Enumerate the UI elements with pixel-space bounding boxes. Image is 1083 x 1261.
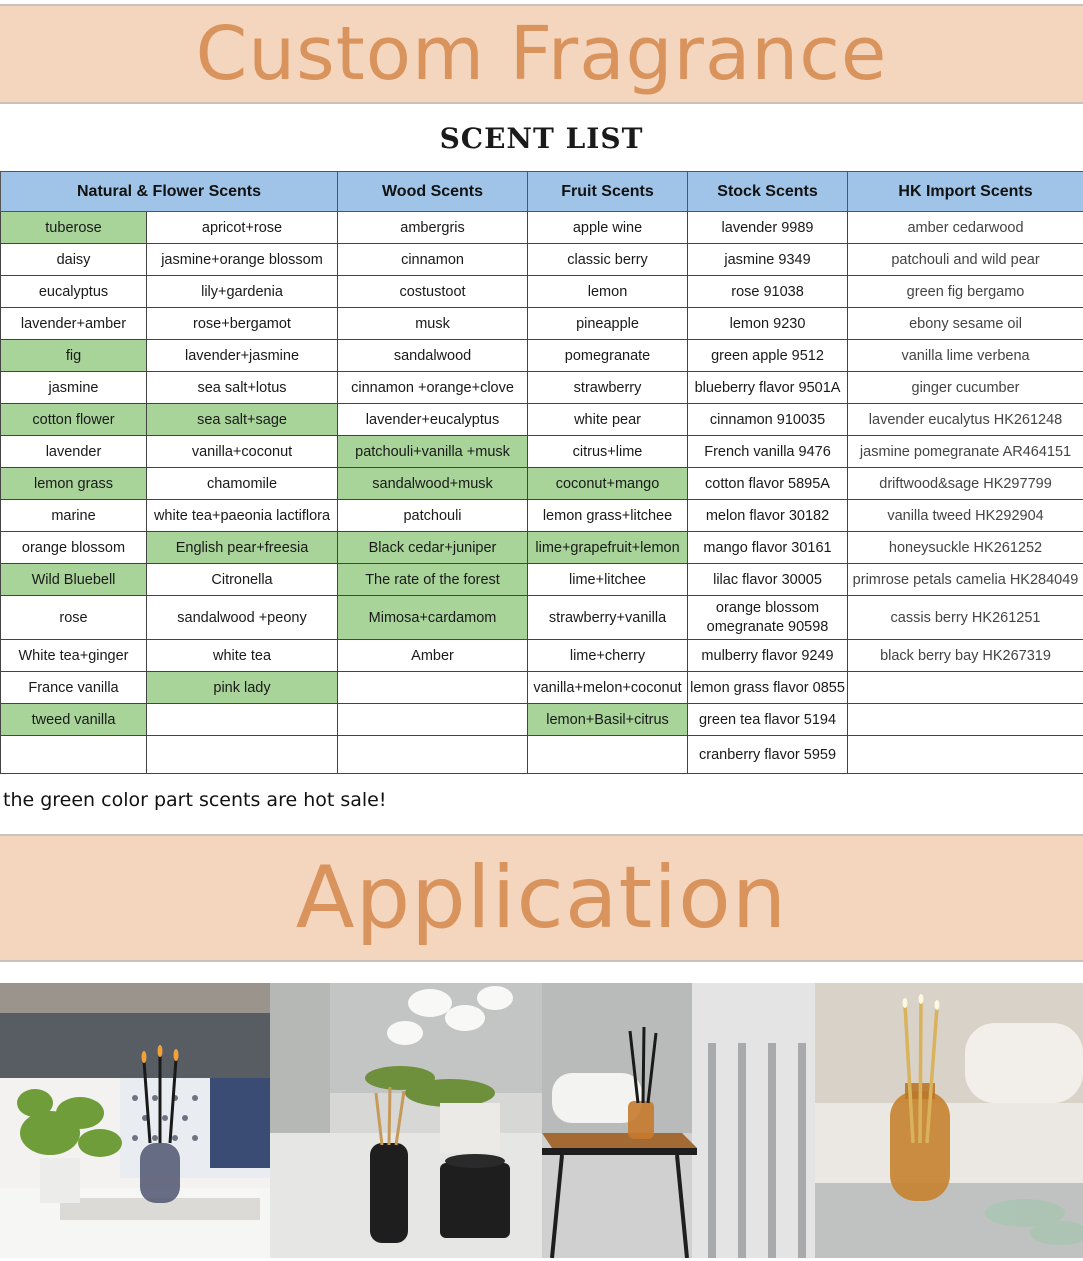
scent-cell-natural-b: lavender+jasmine	[147, 340, 338, 372]
scent-cell-natural-a: lavender+amber	[1, 308, 147, 340]
scent-cell-wood: cinnamon +orange+clove	[338, 372, 528, 404]
scent-cell-natural-b	[147, 736, 338, 774]
photo-bathroom-orchid	[270, 983, 542, 1258]
scent-cell-natural-a: France vanilla	[1, 672, 147, 704]
scent-cell-hk-import	[848, 672, 1083, 704]
application-title: Application	[295, 848, 788, 948]
scent-cell-wood: Amber	[338, 640, 528, 672]
scent-cell-stock: lemon 9230	[688, 308, 848, 340]
scent-cell-natural-b: apricot+rose	[147, 212, 338, 244]
table-row	[1, 672, 1083, 704]
scent-cell-natural-b: white tea	[147, 640, 338, 672]
scent-cell-natural-a: daisy	[1, 244, 147, 276]
scent-cell-fruit: vanilla+melon+coconut	[528, 672, 688, 704]
scent-cell-hk-import: ginger cucumber	[848, 372, 1083, 404]
header-stock: Stock Scents	[688, 172, 848, 212]
scent-cell-wood: Mimosa+cardamom	[338, 596, 528, 640]
scent-cell-wood: sandalwood	[338, 340, 528, 372]
scent-cell-stock: mulberry flavor 9249	[688, 640, 848, 672]
scent-cell-stock: green tea flavor 5194	[688, 704, 848, 736]
table-row	[1, 212, 1083, 244]
header-hk-import: HK Import Scents	[848, 172, 1083, 212]
scent-cell-hk-import: patchouli and wild pear	[848, 244, 1083, 276]
scent-cell-natural-b: jasmine+orange blossom	[147, 244, 338, 276]
application-banner	[0, 834, 1083, 962]
scent-cell-fruit: apple wine	[528, 212, 688, 244]
scent-cell-natural-a: White tea+ginger	[1, 640, 147, 672]
scent-table	[0, 171, 1083, 774]
scent-cell-hk-import: amber cedarwood	[848, 212, 1083, 244]
scent-cell-hk-import: green fig bergamo	[848, 276, 1083, 308]
scent-cell-natural-b: sandalwood +peony	[147, 596, 338, 640]
scent-cell-fruit: coconut+mango	[528, 468, 688, 500]
scent-cell-fruit: white pear	[528, 404, 688, 436]
scent-cell-natural-b: English pear+freesia	[147, 532, 338, 564]
scent-cell-stock: green apple 9512	[688, 340, 848, 372]
scent-cell-fruit: citrus+lime	[528, 436, 688, 468]
scent-cell-natural-b: sea salt+sage	[147, 404, 338, 436]
banner-title: Custom Fragrance	[195, 11, 888, 97]
table-row	[1, 276, 1083, 308]
scent-cell-hk-import: black berry bay HK267319	[848, 640, 1083, 672]
scent-list-title: SCENT LIST	[439, 122, 644, 155]
scent-cell-fruit: classic berry	[528, 244, 688, 276]
scent-cell-stock: lavender 9989	[688, 212, 848, 244]
scent-cell-fruit	[528, 736, 688, 774]
scent-cell-stock: melon flavor 30182	[688, 500, 848, 532]
scent-cell-stock: rose 91038	[688, 276, 848, 308]
scent-cell-natural-a: cotton flower	[1, 404, 147, 436]
scent-cell-wood: The rate of the forest	[338, 564, 528, 596]
scent-cell-fruit: lime+grapefruit+lemon	[528, 532, 688, 564]
scent-cell-natural-a: lemon grass	[1, 468, 147, 500]
scent-cell-hk-import: cassis berry HK261251	[848, 596, 1083, 640]
table-header-row	[1, 172, 1083, 212]
scent-cell-natural-a: marine	[1, 500, 147, 532]
scent-cell-natural-a: tuberose	[1, 212, 147, 244]
scent-cell-fruit: strawberry	[528, 372, 688, 404]
scent-cell-fruit: lemon+Basil+citrus	[528, 704, 688, 736]
scent-cell-wood	[338, 736, 528, 774]
scent-cell-wood: lavender+eucalyptus	[338, 404, 528, 436]
scent-cell-hk-import: ebony sesame oil	[848, 308, 1083, 340]
scent-cell-natural-a: jasmine	[1, 372, 147, 404]
scent-cell-natural-b: vanilla+coconut	[147, 436, 338, 468]
scent-cell-natural-a: eucalyptus	[1, 276, 147, 308]
table-row	[1, 564, 1083, 596]
scent-cell-stock: orange blossom omegranate 90598	[688, 596, 848, 640]
scent-cell-stock: cotton flavor 5895A	[688, 468, 848, 500]
table-row	[1, 372, 1083, 404]
scent-cell-wood: Black cedar+juniper	[338, 532, 528, 564]
scent-cell-natural-a	[1, 736, 147, 774]
scent-cell-natural-a: orange blossom	[1, 532, 147, 564]
scent-cell-fruit: lemon grass+litchee	[528, 500, 688, 532]
scent-cell-hk-import: vanilla tweed HK292904	[848, 500, 1083, 532]
scent-cell-fruit: strawberry+vanilla	[528, 596, 688, 640]
scent-cell-stock: French vanilla 9476	[688, 436, 848, 468]
scent-cell-wood	[338, 704, 528, 736]
table-row	[1, 244, 1083, 276]
header-natural-flower: Natural & Flower Scents	[1, 172, 338, 212]
scent-cell-natural-a: rose	[1, 596, 147, 640]
scent-cell-natural-a: tweed vanilla	[1, 704, 147, 736]
scent-cell-hk-import: driftwood&sage HK297799	[848, 468, 1083, 500]
scent-cell-natural-b: Citronella	[147, 564, 338, 596]
scent-cell-hk-import: primrose petals camelia HK284049	[848, 564, 1083, 596]
scent-cell-fruit: pineapple	[528, 308, 688, 340]
table-row	[1, 640, 1083, 672]
scent-cell-hk-import	[848, 704, 1083, 736]
scent-cell-natural-b	[147, 704, 338, 736]
scent-cell-wood: sandalwood+musk	[338, 468, 528, 500]
table-row	[1, 500, 1083, 532]
scent-cell-natural-b: rose+bergamot	[147, 308, 338, 340]
scent-cell-stock: lilac flavor 30005	[688, 564, 848, 596]
table-row	[1, 436, 1083, 468]
scent-cell-fruit: lime+cherry	[528, 640, 688, 672]
hot-sale-note: the green color part scents are hot sale!	[3, 789, 387, 811]
scent-cell-stock: lemon grass flavor 0855	[688, 672, 848, 704]
scent-cell-wood: patchouli+vanilla +musk	[338, 436, 528, 468]
scent-cell-hk-import: vanilla lime verbena	[848, 340, 1083, 372]
scent-cell-natural-b: chamomile	[147, 468, 338, 500]
custom-fragrance-banner	[0, 4, 1083, 104]
scent-cell-natural-b: white tea+paeonia lactiflora	[147, 500, 338, 532]
scent-cell-wood: cinnamon	[338, 244, 528, 276]
scent-cell-hk-import: jasmine pomegranate AR464151	[848, 436, 1083, 468]
scent-cell-natural-a: Wild Bluebell	[1, 564, 147, 596]
photo-bedroom-diffuser	[0, 983, 270, 1258]
table-row	[1, 532, 1083, 564]
scent-cell-fruit: pomegranate	[528, 340, 688, 372]
scent-cell-natural-b: sea salt+lotus	[147, 372, 338, 404]
table-row	[1, 736, 1083, 774]
table-row	[1, 340, 1083, 372]
header-fruit: Fruit Scents	[528, 172, 688, 212]
scent-cell-natural-a: lavender	[1, 436, 147, 468]
scent-cell-fruit: lemon	[528, 276, 688, 308]
photo-spa-table	[542, 983, 815, 1258]
table-row	[1, 404, 1083, 436]
scent-cell-wood: musk	[338, 308, 528, 340]
table-row	[1, 468, 1083, 500]
table-body	[1, 212, 1083, 774]
scent-cell-stock: jasmine 9349	[688, 244, 848, 276]
photo-amber-bottle	[815, 983, 1083, 1258]
scent-cell-stock: cinnamon 910035	[688, 404, 848, 436]
scent-cell-wood: costustoot	[338, 276, 528, 308]
scent-cell-natural-b: lily+gardenia	[147, 276, 338, 308]
table-row	[1, 596, 1083, 640]
scent-cell-stock: cranberry flavor 5959	[688, 736, 848, 774]
scent-cell-natural-b: pink lady	[147, 672, 338, 704]
scent-cell-hk-import: lavender eucalytus HK261248	[848, 404, 1083, 436]
table-row	[1, 704, 1083, 736]
scent-cell-natural-a: fig	[1, 340, 147, 372]
header-wood: Wood Scents	[338, 172, 528, 212]
scent-cell-wood: ambergris	[338, 212, 528, 244]
scent-cell-wood	[338, 672, 528, 704]
scent-cell-stock: blueberry flavor 9501A	[688, 372, 848, 404]
scent-cell-stock: mango flavor 30161	[688, 532, 848, 564]
scent-cell-hk-import	[848, 736, 1083, 774]
table-row	[1, 308, 1083, 340]
scent-cell-hk-import: honeysuckle HK261252	[848, 532, 1083, 564]
scent-cell-wood: patchouli	[338, 500, 528, 532]
scent-cell-fruit: lime+litchee	[528, 564, 688, 596]
